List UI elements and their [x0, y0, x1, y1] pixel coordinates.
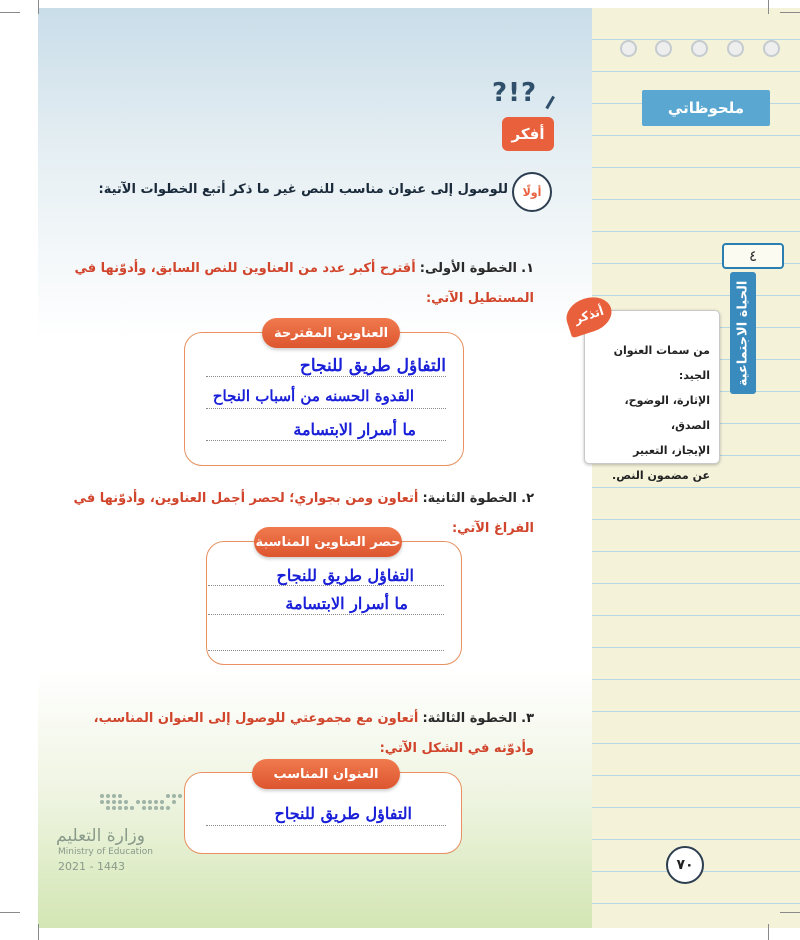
first-label: أولًا	[512, 172, 552, 212]
final-title-header: العنوان المناسب	[252, 759, 400, 789]
step-1	[64, 254, 534, 314]
step-3	[64, 704, 534, 764]
ministry-name-english: Ministry of Education	[58, 847, 153, 857]
crop-mark	[780, 12, 800, 13]
step-label: الخطوة الثانية:	[422, 491, 517, 506]
answer-line	[208, 614, 444, 615]
page-number: ٧٠	[666, 846, 704, 884]
answer-line	[206, 825, 446, 826]
remember-line: الإيجاز، التعبير	[633, 444, 710, 457]
step-body: أتعاون ومن بجواري؛ لحصر أجمل العناوين، وأدوّنها في الفراغ الآتي:	[73, 491, 534, 536]
remember-tag: أتذكر	[562, 292, 616, 339]
crop-mark	[38, 0, 39, 14]
ministry-logo-icon	[96, 790, 186, 820]
step-number: ١.	[521, 261, 534, 276]
step-body: أتعاون مع مجموعتي للوصول إلى العنوان المناسب، وأدوّنه في الشكل الآتي:	[93, 711, 534, 756]
answer-line	[206, 408, 446, 409]
remember-text	[592, 338, 710, 488]
step-body: أقترح أكبر عدد من العناوين للنص السابق، وأدوّنها في المستطيل الآتي:	[74, 261, 534, 306]
answer-text: التفاؤل طريق للنجاح	[274, 804, 412, 823]
binder-hole	[620, 40, 637, 57]
step-label: الخطوة الثالثة:	[422, 711, 517, 726]
answer-line	[208, 650, 444, 651]
ministry-name-arabic: وزارة التعليم	[56, 826, 145, 846]
unit-name: الحياة الاجتماعية	[735, 280, 751, 386]
notes-title: ملحوظاتي	[642, 90, 770, 126]
crop-mark	[0, 12, 20, 13]
answer-text: ما أسرار الابتسامة	[293, 420, 416, 439]
question-marks-icon: ?!?	[492, 78, 538, 108]
binder-hole	[655, 40, 672, 57]
answer-text: التفاؤل طريق للنجاح	[276, 566, 414, 585]
step-label: الخطوة الأولى:	[419, 261, 517, 276]
think-badge: أفكر	[502, 117, 554, 151]
suggested-titles-header: العناوين المقترحة	[262, 318, 400, 348]
crop-mark	[0, 912, 20, 913]
crop-mark	[780, 912, 800, 913]
answer-text: التفاؤل طريق للنجاح	[299, 356, 446, 376]
crop-mark	[768, 924, 769, 940]
unit-name-strip	[730, 272, 756, 394]
remember-line: من سمات العنوان الجيد:	[613, 344, 710, 382]
step-number: ٢.	[521, 491, 534, 506]
binder-hole	[727, 40, 744, 57]
answer-text: القدوة الحسنه من أسباب النجاح	[212, 387, 414, 405]
crop-mark	[38, 924, 39, 940]
answer-line	[208, 585, 444, 586]
crop-mark	[768, 0, 769, 14]
answer-line	[206, 376, 446, 377]
intro-text: للوصول إلى عنوان مناسب للنص غير ما ذكر أتبع الخطوات الآتية:	[98, 182, 508, 197]
ministry-year: 2021 - 1443	[58, 860, 125, 873]
answer-line	[206, 440, 446, 441]
remember-line: عن مضمون النص.	[612, 469, 710, 482]
step-number: ٣.	[521, 711, 534, 726]
selected-titles-header: حصر العناوين المناسبة	[254, 527, 402, 557]
unit-number: ٤	[722, 243, 784, 269]
binder-hole	[763, 40, 780, 57]
binder-hole	[691, 40, 708, 57]
answer-text: ما أسرار الابتسامة	[285, 594, 408, 613]
remember-line: الإثارة، الوضوح، الصدق،	[624, 394, 710, 432]
